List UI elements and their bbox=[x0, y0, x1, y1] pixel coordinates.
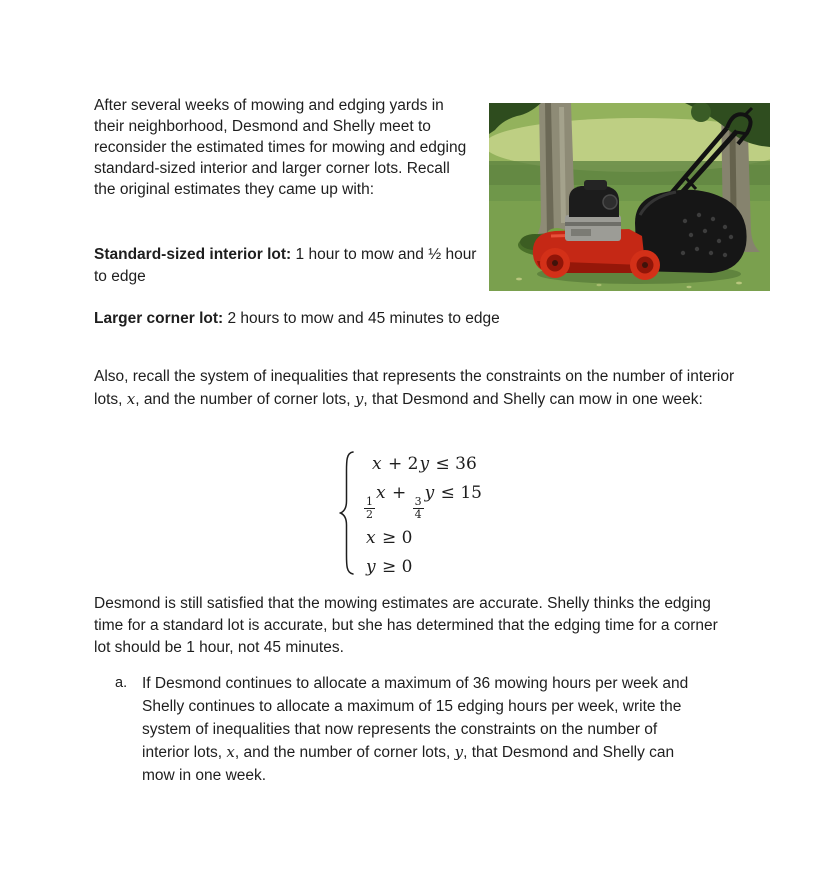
standard-lot-label: Standard-sized interior lot: bbox=[94, 246, 292, 263]
update-paragraph: Desmond is still satisfied that the mowing estimates are accurate. Shelly thinks the edging time for a standard lot is accurate, but she has determined that the edging time for a corner lot should be 1 hour, not 45 minutes. bbox=[94, 595, 718, 656]
inequality-2: $\frac{1}{2}$ x + $\frac{3}{4}$ y ≤ 15 bbox=[366, 482, 482, 521]
recall-paragraph bbox=[94, 366, 742, 411]
question-a-text-1: If Desmond continues to allocate a maximum of 36 mowing hours per week and Shelly continues to allocate a maximum of 15 edging hours per week, write the system of inequalities that now represents the constraints on the number of interior lots, bbox=[142, 675, 689, 761]
recall-text-3: , that Desmond and Shelly can mow in one week: bbox=[363, 391, 703, 408]
inequality-1: x + 2y ≤ 36 bbox=[372, 453, 477, 474]
system-left-brace bbox=[339, 450, 355, 581]
inequality-4: y ≥ 0 bbox=[366, 557, 413, 578]
lawn-mower-photo bbox=[489, 103, 770, 291]
intro-paragraph: After several weeks of mowing and edging yards in their neighborhood, Desmond and Shelly meet to reconsider the estimated times for mowing and edging standard-sized interior and larger corner lots. Recall the original estimates they came up with: bbox=[94, 97, 467, 198]
corner-lot-estimate bbox=[94, 308, 764, 330]
corner-lot-label: Larger corner lot: bbox=[94, 310, 224, 327]
question-a-text-2: , and the number of corner lots, bbox=[234, 744, 455, 761]
var-x: x bbox=[372, 453, 382, 474]
lawn-mower-illustration bbox=[489, 103, 770, 291]
question-a-text bbox=[142, 672, 699, 787]
inequality-system bbox=[339, 450, 483, 581]
question-a-text-3: , that Desmond and Shelly can mow in one week. bbox=[142, 744, 675, 784]
var-y: y bbox=[366, 557, 376, 578]
variable-y: y bbox=[454, 743, 464, 761]
standard-lot-detail: 1 hour to mow and ½ hour to edge bbox=[94, 246, 477, 285]
recall-text-1: Also, recall the system of inequalities that represents the constraints on the number of interior lots, bbox=[94, 368, 735, 408]
variable-y: y bbox=[354, 390, 364, 408]
fraction-three-quarters: $\frac{3}{4}$ bbox=[414, 494, 422, 521]
question-a-marker: a. bbox=[115, 675, 128, 691]
corner-lot-detail: 2 hours to mow and 45 minutes to edge bbox=[223, 310, 500, 327]
recall-text-2: , and the number of corner lots, bbox=[135, 391, 355, 408]
question-a bbox=[115, 672, 699, 787]
variable-x: x bbox=[226, 743, 235, 761]
var-y: y bbox=[424, 482, 435, 503]
standard-lot-estimate bbox=[94, 244, 482, 287]
var-x: x bbox=[376, 482, 386, 503]
variable-x: x bbox=[126, 390, 136, 408]
fraction-one-half: $\frac{1}{2}$ bbox=[366, 494, 373, 521]
system-rows bbox=[364, 452, 483, 579]
inequality-3: x ≥ 0 bbox=[366, 528, 413, 549]
var-x: x bbox=[366, 528, 376, 549]
var-y: y bbox=[419, 453, 430, 474]
